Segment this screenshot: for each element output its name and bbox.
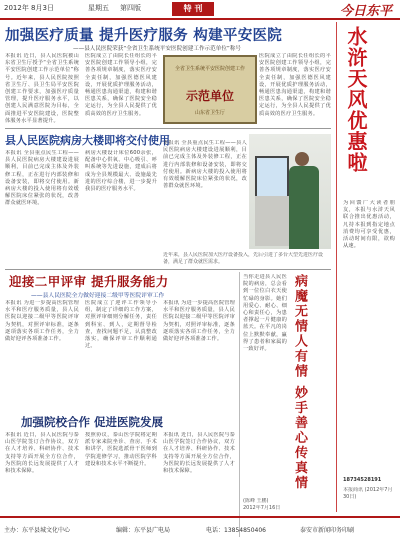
- kiosk-body: [255, 196, 289, 246]
- sidebar-footer-note: 本报商讯 (2012年7月30日): [343, 487, 393, 500]
- kiosk-screen: [255, 156, 289, 198]
- article5-signature: (陈峰 王鹏): [243, 498, 269, 504]
- article5-date: 2012年7月16日: [243, 505, 281, 511]
- article2-headline: 县人民医院病房大楼即将交付使用: [5, 134, 170, 147]
- article4-body: 本报讯 近日，县人民医院与泰山医学院签订合作协议，双方在人才培养、科研协作、技术支持等方面开展全方位合作，为医院的长远发展提供了人才和技术保障。: [5, 432, 79, 475]
- page-footer: [0, 516, 400, 539]
- person-body: [289, 166, 319, 249]
- article1-headline: 加强医疗质量 提升医疗服务 构建平安医院: [5, 27, 283, 44]
- masthead-logo: 今日东平: [339, 4, 392, 19]
- article5-body: 当你走进县人民医院的病房，总会看到一位位白衣天使忙碌的身影。她们用爱心、耐心、细心和责任心，为患者撑起一片健康的蓝天。在平凡的岗位上默默奉献，赢得了患者和家属的一致好评。: [243, 274, 287, 353]
- divider: [5, 128, 331, 129]
- article1-body-cont: 医院成立了由院长任组长的平安医院创建工作领导小组，完善各项规章制度，落实医疗安全责任制，加强医德医风建设，开展优质护理服务活动，畅通医患沟通渠道，构建和谐医患关系，确保了医院安全稳定运行，为全县人民提供了优质高效的医疗卫生服务。: [85, 53, 157, 117]
- footer-printer: 泰安市新闻印务印刷: [300, 527, 355, 534]
- section-label: 特 刊: [172, 2, 214, 16]
- sidebar-phone: 18734528191: [343, 477, 382, 483]
- sidebar-body: 为回馈广大读者朋友，本报与水浒天风联合推出优惠活动，凡持本报到指定地点消费均可享受优惠，活动时间有限，欲购从速。: [343, 200, 395, 250]
- article2-body-right: 本报讯 全县重点民生工程——县人民医院病房大楼建设进展顺利，目前已完成主体及外装修工程，正在进行内部装修和设备安装，即将交付使用。新病房大楼的投入使用将有效缓解医院床位紧张的状况，改善群众就医环境。: [163, 140, 247, 190]
- article1-subhead: ——县人民医院荣获“全省卫生系统平安医院创建工作示范单位”称号: [73, 46, 242, 52]
- issue-date: 2012年 8月3日: [4, 4, 54, 12]
- column-rule: [239, 272, 240, 537]
- footer-sponsor: 主办：东平县城文化中心: [4, 527, 71, 534]
- plaque-title: 示范单位: [185, 89, 234, 103]
- plaque-issuer: 山东省卫生厅: [194, 110, 225, 116]
- person-head: [295, 152, 309, 166]
- sidebar-title: 水浒天风优惠啦: [344, 26, 368, 173]
- article1-body-right: 医院成立了由院长任组长的平安医院创建工作领导小组，完善各项规章制度，落实医疗安全责任制，加强医德医风建设，开展优质护理服务活动，畅通医患沟通渠道，构建和谐医患关系，确保了医院安全稳定运行，为全县人民提供了优质高效的医疗卫生服务。: [259, 53, 331, 117]
- main-column: [3, 22, 333, 512]
- article4-body-cont: 按照协议，泰山医学院将定期派专家来院坐诊、查房、手术和讲学，医院选派骨干医师到学院进修学习，推动医院学科建设和技术水平不断提升。: [85, 432, 157, 467]
- footer-phone: 电话：13854850406: [206, 527, 266, 534]
- article5-headline: 病魔无情人有情 妙手善心传真情: [292, 274, 307, 491]
- sidebar: [336, 22, 399, 512]
- plaque-org: 全省卫生系统平安医院创建工作: [174, 66, 245, 72]
- article4-headline: 加强院校合作 促进医院发展: [21, 415, 164, 429]
- article2-body-cont: 病房大楼设计床位600余张，配备中心供氧、中心吸引、呼叫系统等先进设施，建成后将成为全县规模最大、设施最先进的医疗综合楼，进一步提升我县的医疗服务水平。: [85, 150, 157, 193]
- article2-body: 本报讯 全县重点民生工程——县人民医院病房大楼建设进展顺利，目前已完成主体及外装修工程，正在进行内部装修和设备安装，即将交付使用。新病房大楼的投入使用将有效缓解医院床位紧张的状况，改善群众就医环境。: [5, 150, 79, 207]
- article1-body: 本报讯 近日，县人民医院被山东省卫生厅授予“全省卫生系统平安医院创建工作示范单位”称号。近年来，县人民医院按照省卫生厅、县卫生局平安医院创建工作要求，加强医疗质量管理，提升医疗服务水平，以创建人民满意医院为目标，全面推进平安医院建设，医院整体服务水平显著提升。: [5, 53, 79, 124]
- award-plaque: [163, 55, 257, 124]
- news-photo: [249, 134, 331, 249]
- article4-body-right: 本报讯 近日，县人民医院与泰山医学院签订合作协议，双方在人才培养、科研协作、技术支持等方面开展全方位合作，为医院的长远发展提供了人才和技术保障。: [163, 432, 235, 475]
- page-header: [0, 0, 400, 20]
- article3-body: 本报讯 为进一步提高医院管理水平和医疗服务质量，县人民医院以迎接二级甲等医院评审为契机，对照评审标准，逐条逐项落实各项工作任务，全力做好迎评各项准备工作。: [5, 300, 79, 343]
- photo-caption: 近年来，县人民医院加大医疗设备投入，先后引进了多台大型先进医疗设备，满足了群众就医需求。: [163, 252, 324, 265]
- article3-body-right: 本报讯 为进一步提高医院管理水平和医疗服务质量，县人民医院以迎接二级甲等医院评审为契机，对照评审标准，逐条逐项落实各项工作任务，全力做好迎评各项准备工作。: [163, 300, 235, 343]
- article3-subhead: ——县人民医院全力做好迎接二级甲等医院评审工作: [31, 293, 165, 299]
- article3-body-cont: 医院成立了迎评工作领导小组，制定了详细的工作方案，对照评审细则分解任务，责任到科室、到人，定期督导检查，查找问题不足，认真整改落实，确保评审工作顺利通过。: [85, 300, 157, 350]
- issue-weekday: 星期五: [88, 4, 109, 12]
- page-number: 第四版: [120, 4, 141, 12]
- article3-headline: 迎接二甲评审 提升服务能力: [9, 274, 169, 289]
- divider: [5, 269, 331, 270]
- footer-editor: 编辑：东平县广电局: [116, 527, 171, 534]
